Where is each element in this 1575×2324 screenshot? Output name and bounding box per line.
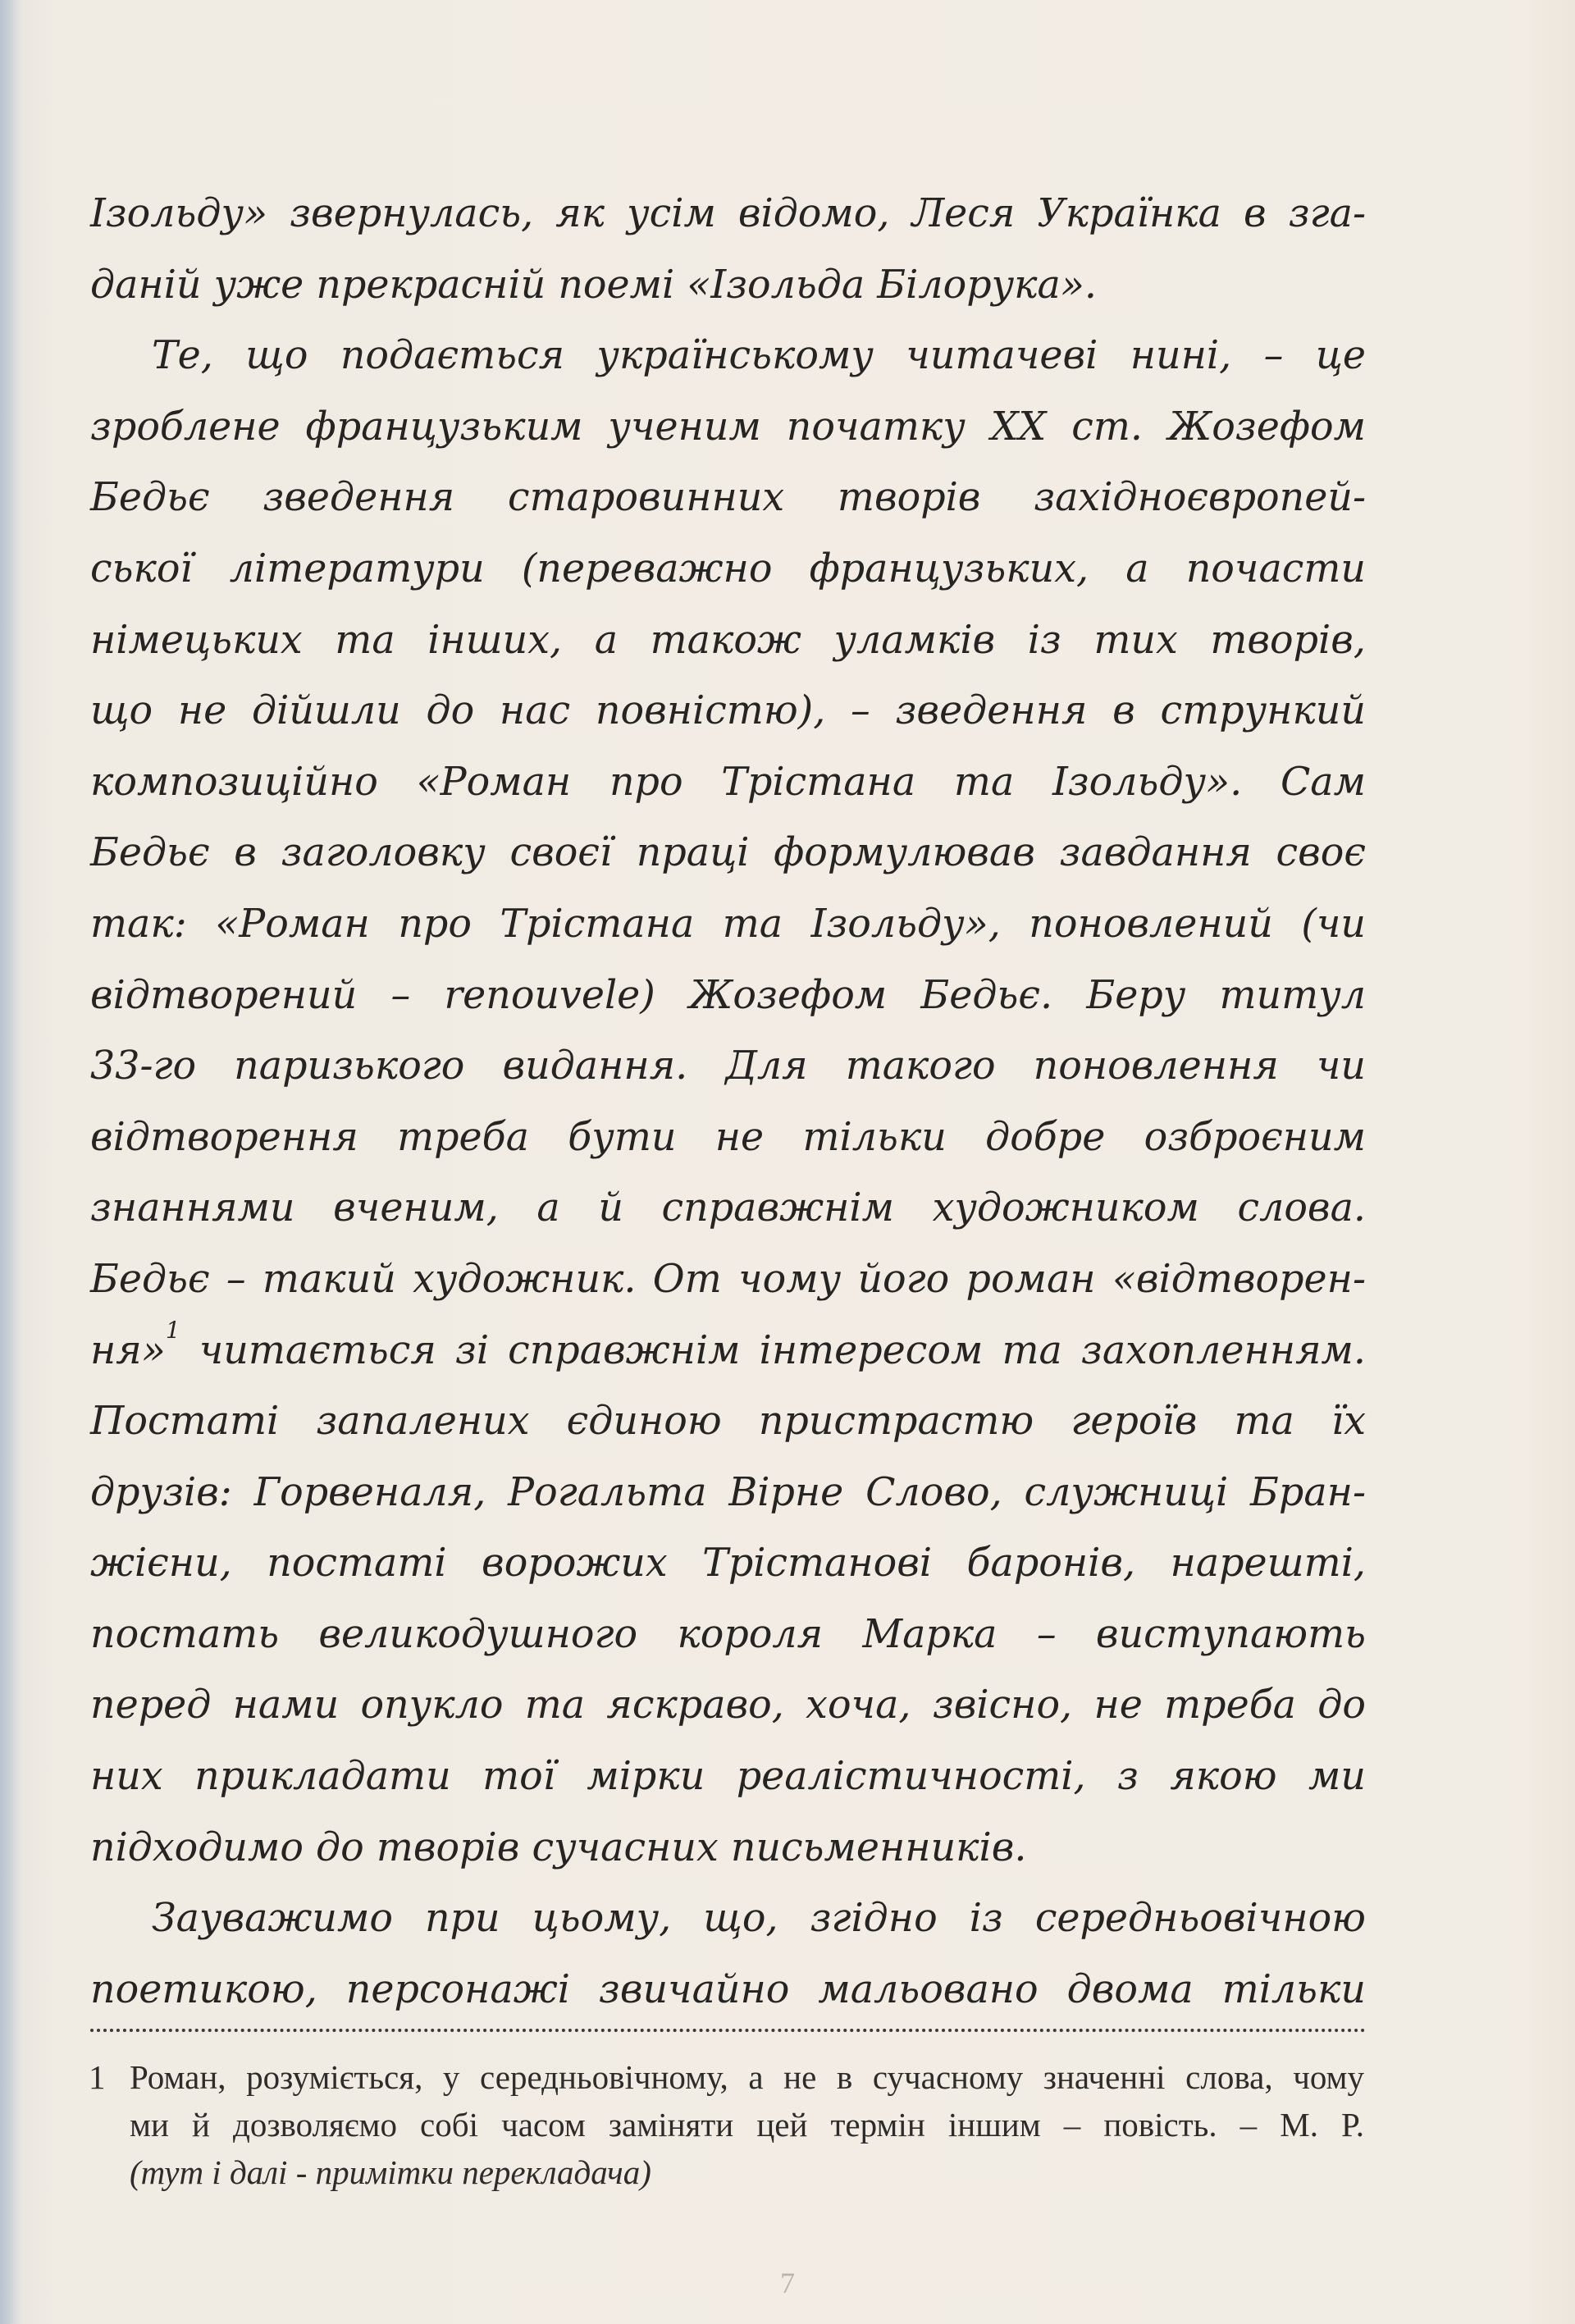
- text-line: німецьких та інших, а також уламків із тих творів,: [90, 617, 1366, 663]
- footnote: [89, 2053, 1364, 2196]
- footnote-body: [130, 2053, 1364, 2196]
- text-line: ської літератури (переважно французьких, а почасти: [90, 546, 1366, 591]
- text-line: перед нами опукло та яскраво, хоча, звісно, не треба до: [90, 1683, 1366, 1728]
- text-line: Бедьє в заголовку своєї праці формулював завдання своє: [90, 830, 1366, 876]
- footnote-marker: 1: [89, 2058, 106, 2096]
- text-line: даній уже прекрасній поемі «Ізольда Білорука».: [90, 262, 1097, 308]
- text-segment: читається зі справжнім інтересом та захопленням.: [199, 1327, 1366, 1373]
- text-line: Зауважимо при цьому, що, згідно із середньовічною: [152, 1896, 1366, 1942]
- text-line: знаннями вченим, а й справжнім художником слова.: [90, 1185, 1366, 1231]
- footnote-separator: [90, 2029, 1366, 2032]
- text-line: жієни, постаті ворожих Трістанові баронів, нарешті,: [90, 1541, 1366, 1587]
- text-line: відтворення треба бути не тільки добре озброєним: [90, 1114, 1366, 1160]
- text-line: підходимо до творів сучасних письменників.: [90, 1824, 1027, 1870]
- text-line: композиційно «Роман про Трістана та Ізольду». Сам: [90, 759, 1366, 805]
- text-line: 33-го паризького видання. Для такого поновлення чи: [90, 1043, 1366, 1089]
- text-line-with-footnote: [90, 1316, 1366, 1387]
- text-line: Те, що подається українському читачеві нині, – це: [152, 333, 1366, 379]
- text-line: постать великодушного короля Марка – виступають: [90, 1611, 1366, 1657]
- text-line: зроблене французьким ученим початку XX ст. Жозефом: [90, 404, 1366, 450]
- footnote-line: Роман, розуміється, у середньовічному, а не в сучасному значенні слова, чому: [130, 2058, 1364, 2096]
- text-line: них прикладати тої мірки реалістичності, з якою ми: [90, 1754, 1366, 1800]
- footnote-reference: 1: [165, 1316, 180, 1344]
- footnote-line: (тут і далі - примітки перекладача): [130, 2153, 651, 2191]
- footnote-line: ми й дозволяємо собі часом заміняти цей термін іншим – повість. – М. Р.: [130, 2106, 1364, 2144]
- text-line: Бедьє зведення старовинних творів західноєвропей-: [90, 475, 1366, 521]
- text-segment: ня»: [90, 1327, 166, 1373]
- text-line: друзів: Горвеналя, Рогальта Вірне Слово, служниці Бран-: [90, 1469, 1366, 1515]
- text-line: поетикою, персонажі звичайно мальовано двома тільки: [90, 1966, 1366, 2012]
- text-line: що не дійшли до нас повністю), – зведення в стрункий: [90, 688, 1366, 734]
- main-text: [90, 179, 1366, 2025]
- text-line: відтворений – renouvele) Жозефом Бедьє. Беру титул: [90, 972, 1366, 1018]
- spine-shadow: [0, 0, 21, 2324]
- text-line: Постаті запалених єдиною пристрастю героїв та їх: [90, 1399, 1366, 1445]
- text-line: так: «Роман про Трістана та Ізольду», поновлений (чи: [90, 901, 1366, 947]
- text-line: Ізольду» звернулась, як усім відомо, Леся Українка в зга-: [90, 191, 1366, 236]
- text-line: Бедьє – такий художник. От чому його роман «відтворен-: [90, 1256, 1366, 1302]
- page-number: 7: [780, 2267, 795, 2299]
